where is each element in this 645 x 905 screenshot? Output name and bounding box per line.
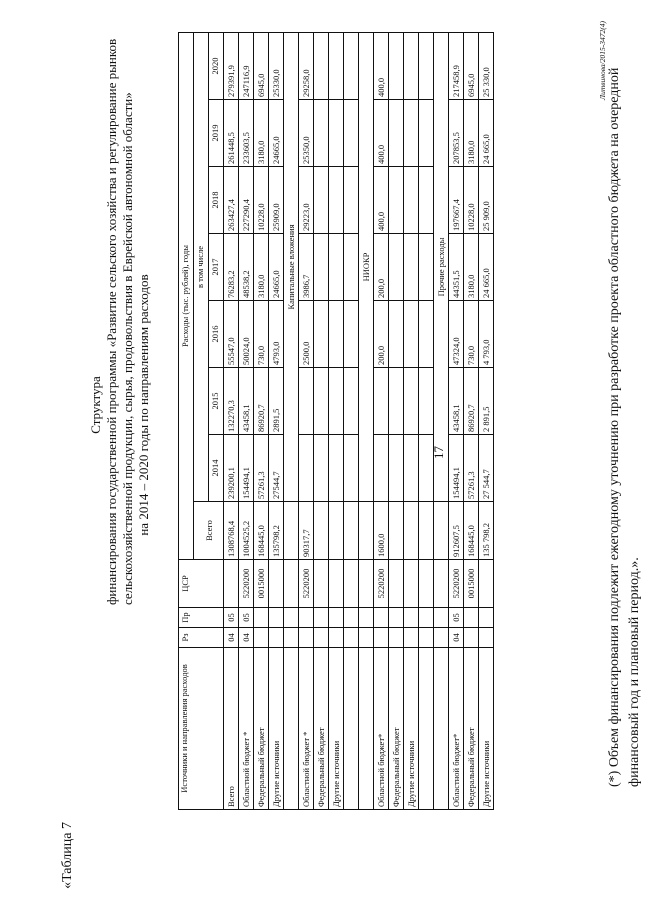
empty-cell — [419, 502, 434, 560]
footnote: (*) Объем финансирования подлежит ежегодному уточнению при разработке проекта областного бюджета на очередной финансовый год и плановый период.». — [607, 67, 642, 787]
table-label: «Таблица 7 — [60, 822, 75, 889]
empty-cell — [359, 608, 374, 628]
year-value-cell — [299, 435, 314, 502]
empty-cell — [359, 628, 374, 648]
pr-cell — [404, 608, 419, 628]
title-line: на 2014 – 2020 годы по направлениям расходов — [136, 274, 151, 536]
row-label: Областной бюджет* — [449, 648, 464, 810]
year-value-cell: 47324,0 — [449, 301, 464, 368]
csr-cell — [404, 560, 419, 608]
empty-cell — [344, 368, 359, 435]
year-value-cell: 6945,0 — [464, 32, 479, 99]
table-row — [269, 32, 284, 809]
year-value-cell: 263427,4 — [224, 167, 239, 234]
spacer-row — [419, 32, 434, 809]
year-value-cell — [389, 435, 404, 502]
table-row — [404, 32, 419, 809]
year-value-cell: 2500,0 — [299, 301, 314, 368]
year-value-cell: 6945,0 — [254, 32, 269, 99]
rz-cell — [374, 628, 389, 648]
table-row — [374, 32, 389, 809]
year-value-cell: 24 665,0 — [479, 100, 494, 167]
empty-cell — [359, 648, 374, 810]
row-label: Областной бюджет * — [299, 648, 314, 810]
year-value-cell — [329, 301, 344, 368]
year-value-cell: 233603,5 — [239, 100, 254, 167]
csr-cell — [269, 560, 284, 608]
year-value-cell — [389, 32, 404, 99]
table-row — [254, 32, 269, 809]
year-value-cell: 200,0 — [374, 234, 389, 301]
rz-cell — [389, 628, 404, 648]
table-row — [299, 32, 314, 809]
table-body — [224, 32, 494, 809]
table-row — [239, 32, 254, 809]
table-row — [389, 32, 404, 809]
year-value-cell: 27544,7 — [269, 435, 284, 502]
pr-cell — [269, 608, 284, 628]
year-value-cell — [404, 32, 419, 99]
total-cell — [389, 502, 404, 560]
csr-cell: 5220200 — [374, 560, 389, 608]
csr-cell — [224, 560, 239, 608]
header-year: 2019 — [209, 100, 224, 167]
total-cell: 135798,2 — [269, 502, 284, 560]
empty-cell — [419, 100, 434, 167]
year-value-cell: 86920,7 — [254, 368, 269, 435]
year-value-cell — [389, 167, 404, 234]
year-value-cell — [389, 368, 404, 435]
year-value-cell: 730,0 — [254, 301, 269, 368]
rz-cell: 04 — [449, 628, 464, 648]
year-value-cell: 4793,0 — [269, 301, 284, 368]
empty-cell — [359, 560, 374, 608]
row-label: Другие источники — [479, 648, 494, 810]
year-value-cell: 57261,3 — [464, 435, 479, 502]
year-value-cell — [404, 301, 419, 368]
empty-cell — [419, 32, 434, 99]
pr-cell — [389, 608, 404, 628]
year-value-cell: 239200,1 — [224, 435, 239, 502]
total-cell: 168445,0 — [254, 502, 269, 560]
csr-cell — [329, 560, 344, 608]
year-value-cell: 10228,0 — [464, 167, 479, 234]
pr-cell — [464, 608, 479, 628]
empty-cell — [344, 32, 359, 99]
rz-cell — [314, 628, 329, 648]
header-year: 2014 — [209, 435, 224, 502]
empty-cell — [344, 301, 359, 368]
header-sources: Источники и направления расходов — [179, 648, 224, 810]
table-row — [224, 32, 239, 809]
year-value-cell — [314, 368, 329, 435]
year-value-cell: 29258,0 — [299, 32, 314, 99]
year-value-cell — [314, 100, 329, 167]
year-value-cell: 27 544,7 — [479, 435, 494, 502]
document-stamp: Литвинова/2015-3472(4) — [598, 21, 607, 101]
empty-cell — [344, 608, 359, 628]
rz-cell — [254, 628, 269, 648]
year-value-cell: 279391,9 — [224, 32, 239, 99]
year-value-cell: 4 793,0 — [479, 301, 494, 368]
year-value-cell: 400,0 — [374, 100, 389, 167]
total-cell: 1600,0 — [374, 502, 389, 560]
year-value-cell: 154494,1 — [239, 435, 254, 502]
year-value-cell: 55547,0 — [224, 301, 239, 368]
year-value-cell — [299, 368, 314, 435]
year-value-cell — [374, 368, 389, 435]
table-row — [314, 32, 329, 809]
section-row — [359, 32, 374, 809]
year-value-cell: 24665,0 — [269, 234, 284, 301]
title-line: Структура — [88, 376, 103, 434]
year-value-cell: 207853,5 — [449, 100, 464, 167]
year-value-cell: 3180,0 — [464, 234, 479, 301]
year-value-cell: 3180,0 — [254, 100, 269, 167]
csr-cell: 0015000 — [464, 560, 479, 608]
row-label: Всего — [224, 648, 239, 810]
header-year: 2016 — [209, 301, 224, 368]
empty-cell — [434, 502, 449, 560]
header-including: в том числе — [194, 32, 209, 501]
year-value-cell — [314, 167, 329, 234]
empty-cell — [434, 648, 449, 810]
empty-cell — [344, 560, 359, 608]
rz-cell — [464, 628, 479, 648]
year-value-cell: 227290,4 — [239, 167, 254, 234]
empty-cell — [359, 502, 374, 560]
csr-cell: 5220200 — [449, 560, 464, 608]
year-value-cell — [329, 100, 344, 167]
rz-cell — [479, 628, 494, 648]
header-year: 2018 — [209, 167, 224, 234]
row-label: Федеральный бюджет — [314, 648, 329, 810]
empty-cell — [434, 560, 449, 608]
pr-cell — [254, 608, 269, 628]
csr-cell: 5220200 — [299, 560, 314, 608]
row-label: Другие источники — [404, 648, 419, 810]
pr-cell — [299, 608, 314, 628]
year-value-cell: 197667,4 — [449, 167, 464, 234]
pr-cell: 05 — [449, 608, 464, 628]
table-row — [479, 32, 494, 809]
empty-cell — [284, 560, 299, 608]
year-value-cell — [404, 234, 419, 301]
year-value-cell: 86920,7 — [464, 368, 479, 435]
header-year: 2017 — [209, 234, 224, 301]
total-cell: 168445,0 — [464, 502, 479, 560]
year-value-cell: 3986,7 — [299, 234, 314, 301]
table-row — [449, 32, 464, 809]
year-value-cell — [329, 368, 344, 435]
year-value-cell — [389, 301, 404, 368]
empty-cell — [434, 608, 449, 628]
rz-cell — [329, 628, 344, 648]
csr-cell: 5220200 — [239, 560, 254, 608]
csr-cell — [389, 560, 404, 608]
year-value-cell: 730,0 — [464, 301, 479, 368]
pr-cell: 05 — [239, 608, 254, 628]
financing-table — [178, 32, 494, 810]
year-value-cell — [314, 301, 329, 368]
year-value-cell: 48538,2 — [239, 234, 254, 301]
empty-cell — [419, 648, 434, 810]
empty-cell — [419, 368, 434, 435]
page-number: 17 — [431, 446, 446, 459]
row-label: Федеральный бюджет — [464, 648, 479, 810]
year-value-cell: 2 891,5 — [479, 368, 494, 435]
header-total: Всего — [194, 502, 224, 560]
year-value-cell — [314, 435, 329, 502]
pr-cell — [479, 608, 494, 628]
title-line: финансирования государственной программы «Развитие сельского хозяйства и регулирование рынков — [104, 38, 119, 605]
header-pr: Пр — [179, 608, 224, 628]
empty-cell — [419, 167, 434, 234]
row-label: Областной бюджет* — [374, 648, 389, 810]
rz-cell: 04 — [224, 628, 239, 648]
year-value-cell — [404, 435, 419, 502]
year-value-cell: 50024,0 — [239, 301, 254, 368]
total-cell — [314, 502, 329, 560]
year-value-cell: 400,0 — [374, 167, 389, 234]
year-value-cell — [314, 32, 329, 99]
year-value-cell: 43458,1 — [449, 368, 464, 435]
header-year: 2015 — [209, 368, 224, 435]
row-label: Другие источники — [329, 648, 344, 810]
total-cell: 1004525,2 — [239, 502, 254, 560]
year-value-cell: 25 909,0 — [479, 167, 494, 234]
empty-cell — [419, 301, 434, 368]
year-value-cell: 217458,9 — [449, 32, 464, 99]
rz-cell — [404, 628, 419, 648]
year-value-cell — [404, 167, 419, 234]
row-label: Федеральный бюджет — [254, 648, 269, 810]
csr-cell — [479, 560, 494, 608]
section-title: Прочие расходы — [434, 32, 449, 501]
year-value-cell: 200,0 — [374, 301, 389, 368]
header-expenses: Расходы (тыс. рублей), годы — [179, 32, 194, 559]
csr-cell: 0015000 — [254, 560, 269, 608]
rz-cell: 04 — [239, 628, 254, 648]
year-value-cell: 261448,5 — [224, 100, 239, 167]
year-value-cell: 132270,3 — [224, 368, 239, 435]
empty-cell — [344, 628, 359, 648]
year-value-cell: 57261,3 — [254, 435, 269, 502]
total-cell: 912607,5 — [449, 502, 464, 560]
empty-cell — [344, 234, 359, 301]
empty-cell — [419, 608, 434, 628]
empty-cell — [419, 234, 434, 301]
pr-cell — [314, 608, 329, 628]
section-row — [434, 32, 449, 809]
pr-cell — [374, 608, 389, 628]
year-value-cell: 154494,1 — [449, 435, 464, 502]
year-value-cell: 3180,0 — [464, 100, 479, 167]
year-value-cell: 2891,5 — [269, 368, 284, 435]
pr-cell: 05 — [224, 608, 239, 628]
table-row — [329, 32, 344, 809]
year-value-cell: 25 330,0 — [479, 32, 494, 99]
empty-cell — [284, 628, 299, 648]
empty-cell — [344, 648, 359, 810]
year-value-cell: 10228,0 — [254, 167, 269, 234]
empty-cell — [419, 560, 434, 608]
year-value-cell — [374, 435, 389, 502]
section-row — [284, 32, 299, 809]
year-value-cell — [389, 100, 404, 167]
year-value-cell — [329, 32, 344, 99]
header-csr: ЦСР — [179, 560, 224, 608]
csr-cell — [314, 560, 329, 608]
empty-cell — [344, 100, 359, 167]
total-cell — [329, 502, 344, 560]
year-value-cell — [329, 435, 344, 502]
empty-cell — [344, 502, 359, 560]
total-cell: 135 798,2 — [479, 502, 494, 560]
table-title — [88, 38, 152, 605]
total-cell: 90317,7 — [299, 502, 314, 560]
title-line: сельскохозяйственной продукции, сырья, продовольствия в Еврейской автономной области» — [120, 92, 135, 605]
year-value-cell — [314, 234, 329, 301]
year-value-cell: 400,0 — [374, 32, 389, 99]
year-value-cell: 43458,1 — [239, 368, 254, 435]
year-value-cell: 25909,0 — [269, 167, 284, 234]
header-rz: Рз — [179, 628, 224, 648]
year-value-cell: 25350,0 — [299, 100, 314, 167]
year-value-cell: 25330,0 — [269, 32, 284, 99]
empty-cell — [344, 435, 359, 502]
empty-cell — [284, 608, 299, 628]
year-value-cell — [329, 167, 344, 234]
year-value-cell: 76283,2 — [224, 234, 239, 301]
year-value-cell: 3180,0 — [254, 234, 269, 301]
rz-cell — [299, 628, 314, 648]
table-row — [464, 32, 479, 809]
empty-cell — [419, 628, 434, 648]
year-value-cell: 24665,0 — [269, 100, 284, 167]
empty-cell — [284, 502, 299, 560]
spacer-row — [344, 32, 359, 809]
year-value-cell — [329, 234, 344, 301]
year-value-cell: 247116,9 — [239, 32, 254, 99]
empty-cell — [344, 167, 359, 234]
row-label: Другие источники — [269, 648, 284, 810]
section-title: НИОКР — [359, 32, 374, 501]
year-value-cell — [389, 234, 404, 301]
year-value-cell: 44351,5 — [449, 234, 464, 301]
pr-cell — [329, 608, 344, 628]
row-label: Областной бюджет * — [239, 648, 254, 810]
rz-cell — [269, 628, 284, 648]
empty-cell — [419, 435, 434, 502]
row-label: Федеральный бюджет — [389, 648, 404, 810]
year-value-cell — [404, 368, 419, 435]
section-title: Капитальные вложения — [284, 32, 299, 501]
total-cell: 1308768,4 — [224, 502, 239, 560]
empty-cell — [434, 628, 449, 648]
header-year: 2020 — [209, 32, 224, 99]
year-value-cell — [404, 100, 419, 167]
year-value-cell: 29223,0 — [299, 167, 314, 234]
total-cell — [404, 502, 419, 560]
year-value-cell: 24 665,0 — [479, 234, 494, 301]
empty-cell — [284, 648, 299, 810]
